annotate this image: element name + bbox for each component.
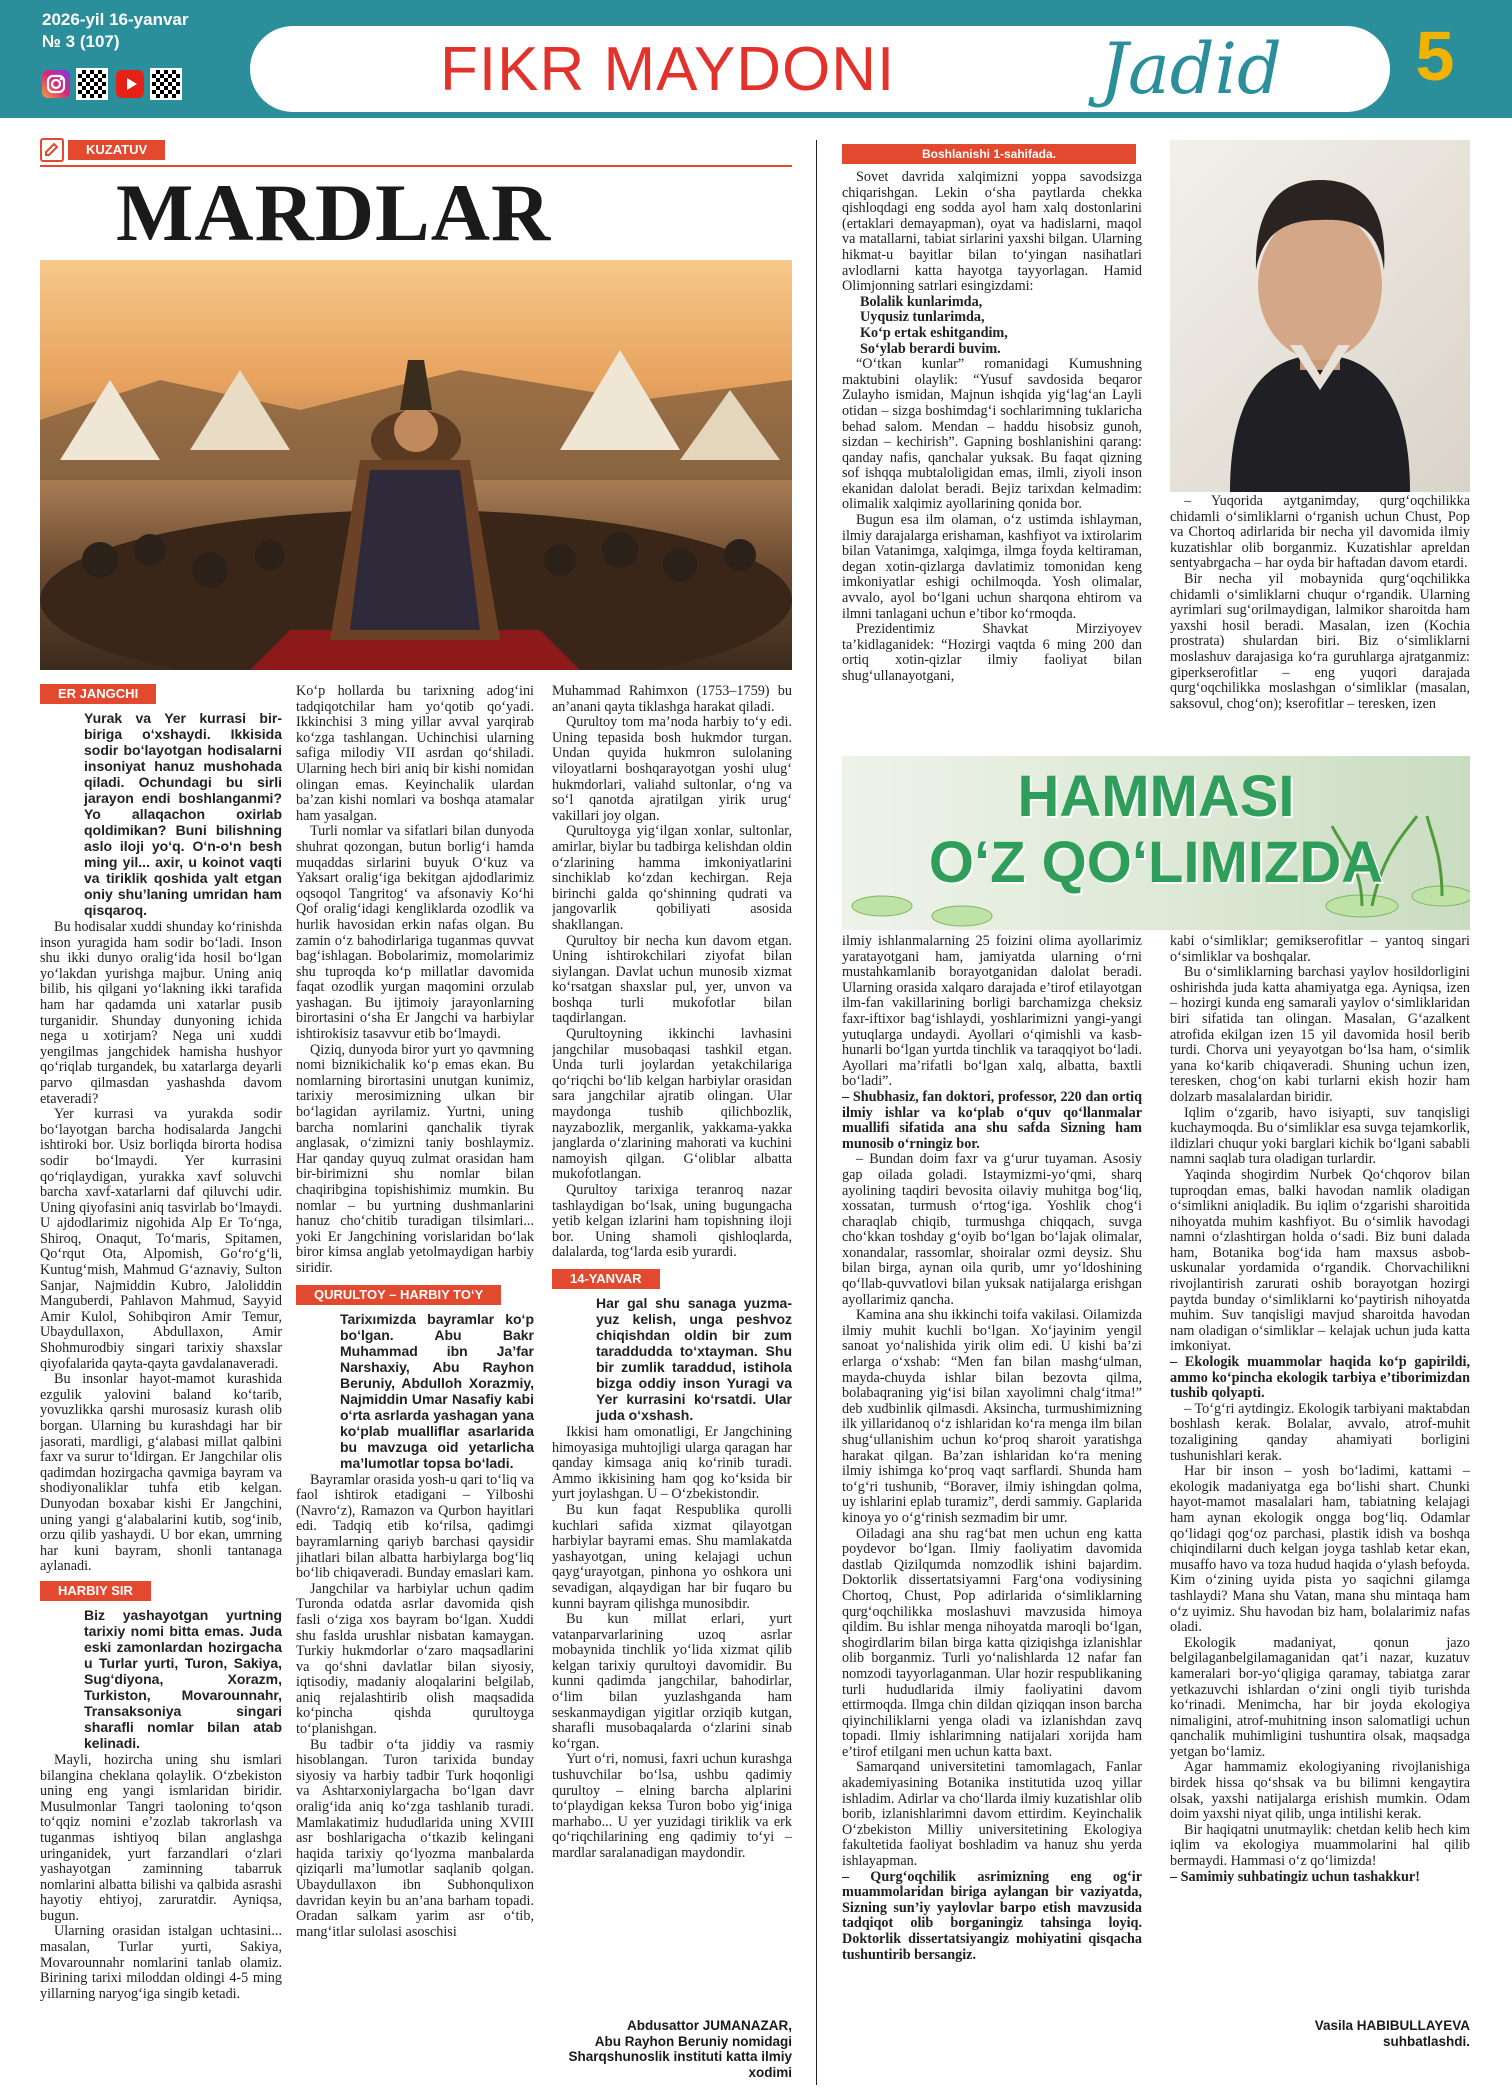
paragraph: Ikkisi ham omonatligi, Er Jangchining himoyasiga muhtojligi ularga qaragan har qanday kimsaga aniq ko‘rinib turadi. Ammo ikkisining ham qog ko‘ksida bir yurt joylashgan. U – O‘zbekistondir. — [552, 1423, 792, 1503]
paragraph: Samarqand universitetini tamomlagach, Fanlar akademiyasining Botanika institutida uzoq yillar ishladim. Adirlar va cho‘llarda ilmiy kuzatishlar olib borib, izlanishlarimni davom ettirdim. Keyinchalik O‘zbekiston Milliy universitetining Ekologiya fakultetida faoliyat boshladim va hanuz shu yerda ishlayapman. — [842, 1759, 1142, 1870]
paragraph: Jangchilar va harbiylar uchun qadim Turonda odatda asrlar davomida qish fasli o‘ziga xos bayram bo‘lgan. Xuddi shu faslda urushlar nisbatan kamaygan. Turkiy hukmdorlar o‘zaro maqsadlarini va qo‘shni davlatlar bilan siyosiy, iqtisodiy, madaniy aloqalarini belgilab, aniq rejalashtirib olish maqsadida ko‘pincha qishda qurultoyga to‘planishgan. — [296, 1580, 534, 1738]
author-signature — [552, 2018, 792, 2080]
thanks-line: – Samimiy suhbatingiz uchun tashakkur! — [1170, 1868, 1420, 1885]
paragraph: Qurultoy tom ma’noda harbiy to‘y edi. Uning tepasida bosh hukmdor turgan. Undan quyida hukmron sulolaning viloyatlarni boshqarayotgan yoshi ulug‘ hukmdorlari, valiahd sultonlar, o‘ng va so‘l qanotda ajratilgan yirik urug‘ vakillari joy olgan. — [552, 714, 792, 824]
instagram-qr-icon — [76, 68, 108, 100]
interview-headline — [842, 764, 1470, 896]
rubric-label: KUZATUV — [68, 140, 165, 160]
continuation-note: Boshlanishi 1-sahifada. — [842, 144, 1136, 164]
poem-line: So‘ylab berardi buvim. — [860, 340, 1001, 357]
paragraph: Bu tadbir o‘ta jiddiy va rasmiy hisoblangan. Turon tarixida bunday siyosiy va harbiy tadbir Turk hoqonligi va Ashtarxoniylargacha bo‘lgan davr oralig‘ida aniq ko‘zga tashlanib turadi. Mamlakatimiz hududlarida uning XVIII asr boshlarigacha o‘tkazib kelingani haqida tarixiy qo‘lyozma manbalarda qiziqarli ma’lumotlar saqlanib qolgan. Ubaydullaxon ibn Subhonqulixon davridan keyin bu an’ana barham topadi. Oradan salkam yarim asr o‘tib, mang‘itlar sulolasi asoschisi — [296, 1736, 534, 1940]
paragraph: kabi o‘simliklar; gemikserofitlar – yantoq singari o‘simliklar va boshqalar. — [1170, 934, 1470, 965]
right-text-column-1 — [842, 170, 1142, 752]
paragraph: – To‘g‘ri aytdingiz. Ekologik tarbiyani maktabdan boshlash kerak. Bolalar, avvalo, atrof-muhit tozaligining qanday ahamiyati borligini tushunishlari kerak. — [1170, 1400, 1470, 1464]
poem-line: Ko‘p ertak eshitgandim, — [860, 324, 1008, 341]
paragraph: Qurultoy bir necha kun davom etgan. Uning ishtirokchilari ziyofat bilan siylangan. Davlat uchun munosib xizmat ko‘rsatgan shaxslar pul, yer, unvon va boshqa turli mukofotlar bilan taqdirlangan. — [552, 932, 792, 1027]
right-text-column-4 — [1170, 934, 1470, 1974]
paragraph: Yaqinda shogirdim Nurbek Qo‘chqorov bilan tuproqdan emas, balki havodan namlik oladigan o‘simlikni aniqladik. Bu iqlim o‘zgarishi sharoitida nihoyatda muhim kashfiyot. Bu o‘simlik havodagi namni o‘zlashtirgan holda o‘sadi. Biz buni dalada ham, Botanika bog‘ida ham maxsus asbob-uskunalar yordamida o‘rgandik. Chorvachilikni rivojlantirish zarurati oshib borayotgan hozirgi paytda bunday o‘simliklarni ko‘paytirish nihoyatda muhim. Suv tanqisligi mavjud sharoitda havodan nam oladigan o‘simliklar – kelajak uchun juda katta imkoniyat. — [1170, 1166, 1470, 1355]
portrait-photo — [1170, 140, 1470, 492]
subhead-14-yanvar: 14-YANVAR — [552, 1269, 660, 1289]
right-text-column-2 — [1170, 494, 1470, 756]
text-column-2 — [296, 684, 534, 2090]
paragraph: Iqlim o‘zgarib, havo isiyapti, suv tanqisligi kuchaymoqda. Bu o‘simliklar esa suvga tejamkorlik, ildizlari chuqur yoki barglari kichik bo‘lgani sababli namni saqlab tura oladigan turlardir. — [1170, 1104, 1470, 1168]
paragraph: Turli nomlar va sifatlari bilan dunyoda shuhrat qozongan, butun borlig‘i hamda muqaddas sirlarini buyuk O‘kuz va Yaksart oralig‘iga bekitgan ajdodlarimiz oqsoqol Tangritog‘ va afsonaviy Ko‘hi Qof oralig‘idagi kengliklarda ozodlik va hurlik havosidan erkin nafas olgan. Bu zamin o‘z bahodirlariga tuganmas quvvat bag‘ishlagan. Bobolarimiz, momolarimiz shu tuproqda ko‘p millatlar davomida faqat ozodlik yurgan maqomini orzulab yashagan. Bu ijtimoiy jarayonlarning birortasini o‘sha Er Jangchi va harbiylar ishtirokisiz tasavvur etib bo‘lmaydi. — [296, 823, 534, 1043]
text-column-1 — [40, 706, 282, 2090]
subhead-qurultoy: QURULTOY – HARBIY TO‘Y — [296, 1285, 501, 1305]
issue-date: 2026-yil 16-yanvar — [42, 10, 189, 29]
paragraph: Yurt o‘ri, nomusi, faxri uchun kurashga tushuvchilar bo‘lsa, ushbu qadimiy qurultoy – elning barcha alplarini to‘playdigan keksa Turon bobo yig‘iniga marhabo... U yer yuzidagi tiriklik va erk qo‘riqchilarining eng qadimiy to‘yi – mardlar saralanadigan maydondir. — [552, 1751, 792, 1861]
section-title: FIKR MAYDONI — [440, 35, 896, 104]
author-role: Abu Rayhon Beruniy nomidagi Sharqshunoslik instituti katta ilmiy xodimi — [568, 2033, 792, 2080]
headline: MARDLAR — [116, 167, 552, 258]
subhead-harbiy-sir: HARBIY SIR — [40, 1581, 151, 1601]
headline-line-2: O‘Z QO‘LIMIZDA — [928, 830, 1384, 895]
paragraph: Agar hammamiz ekologiyaning rivojlanishiga birdek hissa qo‘shsak va bu bilimni kengaytira olsak, yaxshi natijalarga erishish mumkin. Odam doim yaxshi niyat qilib, unga intilishi kerak. — [1170, 1759, 1470, 1823]
paragraph: Muhammad Rahimxon (1753–1759) bu an’anani qayta tiklashga harakat qiladi. — [552, 684, 792, 715]
interviewer-name: Vasila HABIBULLAYEVA — [1314, 2018, 1470, 2033]
lead-2: Biz yashayotgan yurtning tarixiy nomi bitta emas. Juda eski zamonlardan hozirgacha u Turlar yurti, Turon, Sakiya, Sug‘diyona, Xorazm, Turkiston, Movarounnahr, Transaksoniya singari sharafli nomlar bilan atab kelinadi. — [84, 1606, 282, 1751]
lead-1: Yurak va Yer kurrasi bir-biriga o‘xshaydi. Ikkisida sodir bo‘layotgan hodisalarni insoniyat hanuz mushohada qiladi. Ochundagi bu sirli jarayon endi boshlanganmi? Yo allaqachon oxirlab qoldimikan? Buni bilishning aslo iloji yo‘q. O‘n-o‘n besh ming yil... axir, u koinot vaqti va tiriklik qoshida yalt etgan oniy shu’laning umridan ham qisqaroq. — [84, 710, 282, 918]
paragraph: Bayramlar orasida yosh-u qari to‘liq va faol ishtirok etadigani – Yilboshi (Navro‘z), Ramazon va Qurbon hayitlari edi. Tadqiq etib ko‘rilsa, qadimgi bayramlarning qariyb barchasi qaysidir jihatlari bilan albatta harbiylarga bog‘liq bo‘lib chiqaveradi. Bunday emaslari kam. — [296, 1471, 534, 1582]
warrior-camp-illustration — [40, 260, 792, 670]
pencil-icon — [40, 138, 64, 162]
paragraph: “O‘tkan kunlar” romanidagi Kumushning maktubini olaylik: “Yusuf savdosida beqaror Zulayho ismidan, Majnun ishqida yig‘lag‘an Layli otidan – sizga boshimdag‘i sochlarimning tuklaricha behad salom. Mendan – haddu hisobsiz gunoh, sizdan – kechirish”. Gapning boshlanishini qarang: qanday nafis, qanchalar yuksak. Bu faqat qizning sof ishqqa mubtaloligidan emas, ilmli, ziyoli inson ekanidan dalolat beradi. Bejiz tarixdan kelmadim: olimalik xalqimiz ayollarining qonida bor. — [842, 356, 1142, 513]
question: – Ekologik muammolar haqida ko‘p gapirildi, ammo ko‘pincha ekologik tarbiya e’tiborimizdan tushib qolyapti. — [1170, 1354, 1470, 1402]
paragraph: Qurultoyga yig‘ilgan xonlar, sultonlar, amirlar, biylar bu tadbirga kelishdan oldin o‘zlarining hamma imkoniyatlarini sinchiklab ko‘zdan kechirgan. Reja birinchi galda qo‘shinning qudrati va jangovarlik qobiliyati asosida shakllangan. — [552, 823, 792, 933]
paragraph: Qiziq, dunyoda biror yurt yo qavmning nomi biznikichalik ko‘p emas ekan. Bu nomlarning birortasini unutgan kunimiz, tarixiy merosimizning ulkan bir bo‘lagidan ayrilamiz. Yurtni, uning barcha nomlarini qanchalik tiyrak anglasak, o‘zimizni taniy boshlaymiz. Har qanday quyuq zulmat orasidan ham bir-birimizni shu nomlar bilan chaqiribgina topishishimiz mumkin. Bu nomlar – bu yurtning dushmanlarini hanuz cho‘chitib turadigan tilsimlari... yoki Er Jangchining vorislaridan bo‘lak biror kimsa anglab yetolmaydigan harbiy siridir. — [296, 1041, 534, 1276]
paragraph: Bu kun millat erlari, yurt vatanparvarlarining uzoq asrlar mobaynida tinchlik yo‘lida xizmat qilib kelgan tarixiy qurultoyi davomidir. Bu kunni qadimda jangchilar, bahodirlar, o‘lim bilan yuzlashganda ham seskanmaydigan yigitlar orziqib kutgan, sharafli musobaqalarda o‘zlarini sinab ko‘rgan. — [552, 1611, 792, 1752]
question: – Shubhasiz, fan doktori, professor, 220 dan ortiq ilmiy ishlar va ko‘plab o‘quv qo‘llanmalar muallifi sifatida ana shu safda Sizning ham munosib o‘rningiz bor. — [842, 1088, 1142, 1152]
paragraph: Bu hodisalar xuddi shunday ko‘rinishda inson yuragida ham sodir bo‘ladi. Inson shu ikki dunyo oralig‘ida hosil bo‘lgan yo‘lakdan yurishga majbur. Uning aniq bilib, his qilgani yo‘lakning ikki tarafida ham har qadamda uni xatarlar pusib turganidir. Shunday dunyoning ichida nega u xotirjam? Nega uni xuddi yengilmas jangchidek hamisha hushyor qo‘riqlab turgandek, bu xatarlarga deyarli parvo qilmasdan yashashda davom etaveradi? — [40, 919, 282, 1107]
paragraph: Bugun esa ilm olaman, o‘z ustimda ishlayman, ilmiy darajalarga erishaman, kashfiyot va ixtirolarim bilan Vatanimga, xalqimga, ilmga foyda keltiraman, degan xotin-qizlarga davlatimiz tomonidan keng imkoniyatlar eshigi ochilmoqda. Yosh olimalar, avvalo, ayol bo‘lgani uchun sharqona ehtirom va ilmni tanlagani uchun e’tibor ko‘rmoqda. — [842, 512, 1142, 622]
lead-3: Tarixımizda bayramlar ko‘p bo‘lgan. Abu Bakr Muhammad ibn Ja’far Narshaxiy, Abu Rayhon Beruniy, Abdulloh Xorazmiy, Najmiddin Umar Nasafiy kabi o‘rta asrlarda yashagan yana ko‘plab mualliflar asarlarida bu mavzuga oid yetarlicha ma’lumotlar topsa bo‘ladi. — [340, 1310, 534, 1471]
paragraph: – Bundan doim faxr va g‘urur tuyaman. Asosiy gap oilada goladi. Istaymizmi-yo‘qmi, sharq ayolining taqdiri bevosita oilaviy muhitga bog‘liq, xossatan, turmush o‘rtog‘iga. Yoshlik chog‘i charaqlab chiqib, turmushga chiqqach, suvga cho‘kkan toshday g‘oyib bo‘lgan bo‘lajak olimalar, xonandalar, rassomlar, shoiralar ozmi deysiz. Shu bilan birga, aynan oila qurib, umr yo‘ldoshining qo‘llab-quvvatlovi bilan yuksak natijalarga erishgan ayollarimiz qancha. — [842, 1151, 1142, 1308]
paragraph: Har bir inson – yosh bo‘ladimi, kattami – ekologik madaniyatga ega bo‘lishi shart. Chunki hayot-mamot masalalari ham, tabiatning kelajagi ham aynan ekologik ongga bog‘liq. Odamlar qo‘lidagi qog‘oz parchasi, plastik idish va boshqa chiqindilarni duch kelgan joyga tashlab ketar ekan, musaffo havo va toza hudud haqida o‘ylash befoyda. Kim o‘zining uyida pista yo saqichni gilamga tashlaydi? Mana shu Vatan, mana shu mintaqa ham o‘z uyimiz. Shu havodan biz ham, bolalarimiz nafas oladi. — [1170, 1463, 1470, 1636]
paragraph: Qurultoy tarixiga teranroq nazar tashlaydigan bo‘lsak, uning bugungacha yetib kelgan izlarini ham topishning iloji bor. Uning shamoli qishloqlarda, dalalarda, tog‘larda esib yurardi. — [552, 1182, 792, 1261]
text-column-3 — [552, 684, 792, 2014]
paragraph: Bu insonlar hayot-mamot kurashida ezgulik yalovini baland ko‘tarib, yovuzlikka qarshi murosasiz kurash olib borgan. Ularning bu kurashdagi har bir jasorati, mardligi, g‘alabasi millat qalbini faxr va surur to‘ldirgan. Er Jangchilar olis qadimdan hozirgacha qavmiga bayram va shodiyonaliklar tuhfa etib kelgan. Dunyodan boxabar kishi Er Jangchini, uning yangi g‘alabalarini kutib, sog‘inib, orzu qilib yashaydi. U bor ekan, umrning har kuni bayram, shonli tantanaga aylanadi. — [40, 1371, 282, 1575]
paragraph: Sovet davrida xalqimizni yoppa savodsizga chiqarishgan. Lekin o‘sha paytlarda chekka qishloqdagi eng sodda ayol ham xalq dostonlarini (ertaklari demayapman), oyat va hadislarni, maqol va matallarni, tabiat sirlarini yaxshi bilgan. Ularning hikmat-u bayitlar bilan to‘yingan nasihatlari avlodlarni katta hayotga tayyorlagan. Hamid Olimjonning satrlari esingizdami: — [842, 170, 1142, 295]
interviewer-signature — [1170, 2018, 1470, 2050]
paragraph: – Yuqorida aytganimday, qurg‘oqchilikka chidamli o‘simliklarni o‘rganish uchun Chust, Pop va Chortoq adirlarida bir necha yil davomida ilmiy kuzatishlar olib borganmiz. Kuzatishlar apreldan sentyabrgacha – har oyda bir haftadan davom etardi. — [1170, 494, 1470, 572]
paragraph: Bir haqiqatni unutmaylik: chetdan kelib hech kim iqlim va ekologiya muammolarini hal qilib bermaydi. Hammasi o‘z qo‘limizda! — [1170, 1821, 1470, 1870]
lead-4: Har gal shu sanaga yuzma-yuz kelish, unga peshvoz chiqishdan oldin bir zum taraddudda to‘xtayman. Shu bir zumlik taraddud, istihola bizga oddiy inson Yuragi va Yer kurrasini ko‘rsatdi. Ular juda o‘xshash. — [596, 1294, 792, 1423]
paragraph: Kamina ana shu ikkinchi toifa vakilasi. Oilamizda ilmiy muhit kuchli bo‘lgan. Xo‘jayinim yengil sanoat yo‘nalishida yirik olim edi. U kishi ba’zi erlarga o‘xshab: “Men fan bilan mashg‘ulman, mayda-chuyda ishlar bilan bezovta qilma, bolabaqraning yig‘isi bilan xayolimni chalg‘itma!” deb xudbinlik qilmasdi. Aksincha, turmushimizning ilk yillaridanoq o‘z ishlaridan ko‘ra menga ilm bilan shug‘ullanishim uchun ko‘proq sharoit yaratishga harakat qilgan. Ba’zan ishlaridan ko‘ra mening ilmiy ishimga ko‘proq vaqt sarflardi. Shunda ham to‘g‘ri tushunib, “Boraver, ilmiy ishingdan qolma, uy ishlarini eplab turamiz”, derdi sammiy. Gaplarida kinoya yo o‘g‘rinish sezmadim bir umr. — [842, 1307, 1142, 1526]
interviewer-role: suhbatlashdi. — [1382, 2034, 1470, 2049]
paragraph: Prezidentimiz Shavkat Mirziyoyev ta’kidlaganidek: “Hozirgi vaqtda 6 ming 200 dan ortiq xotin-qizlar ilmiy faoliyat bilan shug‘ullanayotgani, — [842, 621, 1142, 684]
paragraph: Ekologik madaniyat, qonun jazo belgilaganbelgilamaganidan qat’i nazar, kuzatuv kameralari bor-yo‘qligiga qaramay, tabiatga zarar yetkazuvchi ishlardan o‘zini ongli tiyib turishda ko‘rinadi. Menimcha, har bir joyda ekologiya nimaligini, atrof-muhitning inson salomatligi uchun qanchalik muhimligini tushuntira olsak, maqsadga yetgan bo‘lamiz. — [1170, 1634, 1470, 1760]
instagram-icon[interactable] — [42, 70, 70, 98]
paragraph: Qurultoyning ikkinchi lavhasini jangchilar musobaqasi tashkil etgan. Unda turli joylardan yetakchilariga qo‘riqchi bo‘lib kelgan harbiylar orasidan sara jangchilar ajratib olingan. Ular maydonga tushib qilichbozlik, nayzabozlik, merganlik, yakkama-yakka janglarda o‘zlarining mahorati va kuchini namoyish qilgan. G‘oliblar albatta mukofotlangan. — [552, 1026, 792, 1183]
paragraph: Bu o‘simliklarning barchasi yaylov hosildorligini oshirishda juda katta ahamiyatga ega. Ayniqsa, izen – hozirgi kunda eng samarali yaylov o‘simliklaridan biri sifatida tan olingan. Masalan, G‘azalkent atrofida ekilgan izen 15 yil davomida hosil berib turdi. Chorva uni yeyayotgan bo‘lsa ham, o‘simlik yana ko‘karib chiqaveradi. Shuning uchun izen, teresken, chog‘on kabi turlarni ekish hozir ham dolzarb masalalardan biridir. — [1170, 964, 1470, 1105]
paragraph: Oiladagi ana shu rag‘bat men uchun eng katta poydevor bo‘lgan. Ilmiy faoliyatim davomida dastlab Qizilqumda nomzodlik ishini bajardim. Doktorlik dissertatsiyamni Farg‘ona vodiysining Chortoq, Chust, Pop adirlarida o‘simliklarning qurg‘oqchilikka moslashuvi mavzusida himoya qildim. Bu ishlar menga nihoyatda maroqli bo‘lgan, shogirdlarim bilan birga katta qiziqishga izlanishlar olib borganmiz. Turli yo‘nalishlarda 12 nafar fan nomzodi tayyorlaganman. Ular hozir respublikaning turli hududlarida ilmiy faoliyatini davom ettirmoqda. Ilmga chin dildan qiziqqan inson barcha qiyinchiliklarni yenga oladi va izlanishdan zavq topadi. Ilmiy ishlarimning natijalari xorijda ham e’tirof etilgani men uchun katta baxt. — [842, 1525, 1142, 1760]
column-divider — [816, 140, 817, 2085]
brand-logo: Jadid — [1100, 28, 1282, 110]
paragraph: Ko‘p hollarda bu tarixning adog‘ini tadqiqotchilar ham yo‘qotib qo‘yadi. Ikkinchisi 3 ming yillar avval yarqirab ko‘zga tashlangan. Uchinchisi ularning safiga milodiy VII asrdan qo‘shiladi. Ularning hech biri aniq bir kishi nomidan olingan emas. Keyinchalik ulardan ba’zan kishi nomlari va boshqa atamalar ham yasalgan. — [296, 684, 534, 824]
subhead-er-jangchi: ER JANGCHI — [40, 684, 156, 704]
headline-line-1: HAMMASI — [1017, 764, 1295, 829]
issue-number: № 3 (107) — [42, 32, 120, 51]
poem — [842, 295, 1142, 357]
paragraph: Mayli, hozircha uning shu ismlari bilangina cheklana qolaylik. O‘zbekiston uning eng yangi ismlaridan biridir. Musulmonlar Tangri taoloning to‘qson to‘qqiz nomini e’zozlab takrorlash va tuganmas ishtiyoq bilan anglashga uringanidek, yurt farzandlari o‘zlari yashayotgan zaminning tabarruk nomlarini albatta bilishi va qalbida asrashi hayotiy ehtiyoj, zaruratdir. Ayniqsa, bugun. — [40, 1751, 282, 1924]
paragraph: Yer kurrasi va yurakda sodir bo‘layotgan barcha hodisalarda Jangchi ishtiroki bor. Usiz borliqda birorta hodisa sodir bo‘lmaydi. Yer kurrasini qo‘riqlaydigan, yurakka xavf soluvchi barcha xavf-xatarlarni daf qiluvchi udir. Uning qiyofasini aniq tasvirlab bo‘lmaydi. U ajdodlarimiz nigohida Alp Er To‘nga, Shiroq, Onaqut, To‘maris, Spitamen, Qo‘rqut Ota, Alpomish, Go‘ro‘g‘li, Kuntug‘mish, Mahmud G‘aznaviy, Sulton Sanjar, Najmiddin Kubro, Jaloliddin Manguberdi, Pahlavon Mahmud, Sayyid Amir Kulol, Sohibqiron Amir Temur, Ubaydullaxon, Abdullaxon, Amir Shohmurodbiy singari tarixiy shaxslar qiyofalarida qayta-qayta gavdalanaveradi. — [40, 1106, 282, 1372]
paragraph: ilmiy ishlanmalarning 25 foizini olima ayollarimiz yaratayotgani ham, jamiyatda ularning o‘rni mustahkamlanib borayotganidan dalolat beradi. Ularning orasida xalqaro darajada e’tirof etilayotgan ilm-fan vakillarining borligi barchamizga cheksiz faxr-iftixor bag‘ishlaydi, yoshlarimizni yangi-yangi yutuqlarga undaydi. Ayollari o‘qimishli va kasb-hunarli bo‘lgan yurtda tinchlik va taraqqiyot bo‘ladi. Ayollari ma’rifatli bo‘lgan xalq, albatta, baxtli bo‘ladi”. — [842, 934, 1142, 1090]
page-number: 5 — [1415, 17, 1455, 95]
youtube-qr-icon — [150, 68, 182, 100]
author-name: Abdusattor JUMANAZAR, — [627, 2018, 792, 2033]
poem-line: Bolalik kunlarimda, — [860, 293, 983, 310]
paragraph: Bir necha yil mobaynida qurg‘oqchilikka chidamli o‘simliklarni chuqur o‘rgandik. Ularning ayrimlari sug‘orilmaydigan, lalmikor sharoitda ham yaxshi hosil beradi. Masalan, izen (Kochia prostrata) shulardan biri. Biz o‘simliklarni moslashuv darajasiga ko‘ra guruhlarga ajratganmiz: giperkserofitlar – eng yuqori darajada qurg‘oqchilikka moslashgan o‘simliklar (masalan, saksovul, chog‘on); kserofitlar – teresken, izen — [1170, 570, 1470, 712]
paragraph: Ularning orasidan istalgan uchtasini... masalan, Turlar yurti, Sakiya, Movarounnahr nomlarini tanlab olamiz. Birining tarixi miloddan oldingi 4-5 ming yillarning naryog‘iga singib ketadi. — [40, 1923, 282, 2002]
question: – Qurg‘oqchilik asrimizning eng og‘ir muammolaridan biriga aylangan bir vaziyatda, Sizning sun’iy yaylovlar barpo etish mavzusida tadqiqot olib borganingiz tahsinga loyiq. Doktorlik dissertatsiyangiz mohiyatini qisqacha tushuntirib bersangiz. — [842, 1868, 1142, 1963]
poem-line: Uyqusiz tunlarimda, — [860, 309, 985, 326]
paragraph: Bu kun faqat Respublika qurolli kuchlari safida xizmat qilayotgan harbiylar bayrami emas. Shu mamlakatda yashayotgan, uning kelajagi uchun qayg‘urayotgan, pinhona yo oshkora uni sevadigan, alqaydigan har bir fuqaro bu kunni bayram qilishga munosibdir. — [552, 1501, 792, 1612]
youtube-icon[interactable] — [116, 70, 144, 98]
masthead — [0, 0, 1512, 118]
right-text-column-3 — [842, 934, 1142, 2084]
